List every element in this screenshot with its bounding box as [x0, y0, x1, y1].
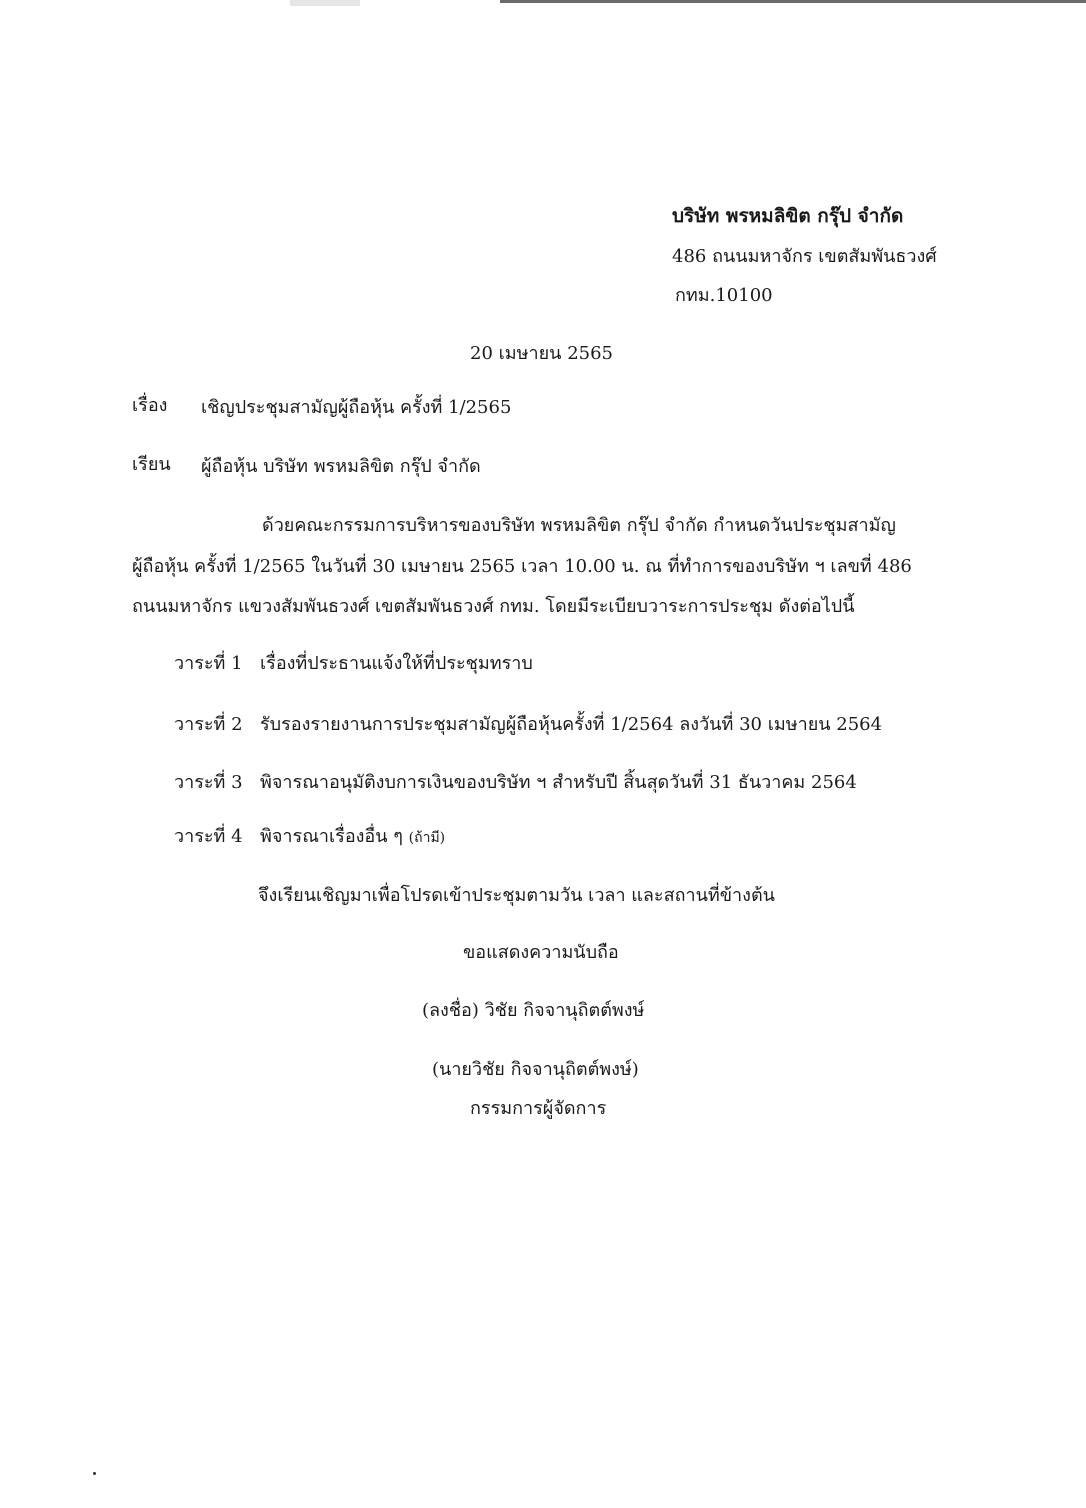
agenda-number: วาระที่ 1 [174, 653, 243, 674]
signature-line: (ลงชื่อ) วิชัย กิจจานุถิตต์พงษ์ [422, 1000, 645, 1021]
body-paragraph-line3: ถนนมหาจักร แขวงสัมพันธวงศ์ เขตสัมพันธวงศ์ กทม. โดยมีระเบียบวาระการประชุม ดังต่อไปนี้ [132, 596, 855, 617]
subject-label: เรื่อง [132, 395, 168, 416]
signer-position: กรรมการผู้จัดการ [470, 1098, 607, 1119]
agenda-text: รับรองรายงานการประชุมสามัญผู้ถือหุ้นครั้งที่ 1/2564 ลงวันที่ 30 เมษายน 2564 [260, 714, 883, 735]
recipient-text: ผู้ถือหุ้น บริษัท พรหมลิขิต กรุ๊ป จำกัด [201, 456, 481, 477]
closing-sentence: จึงเรียนเชิญมาเพื่อโปรดเข้าประชุมตามวัน เวลา และสถานที่ข้างต้น [258, 885, 775, 906]
agenda-item-2 [174, 713, 882, 737]
company-address-line1: 486 ถนนมหาจักร เขตสัมพันธวงศ์ [672, 246, 937, 267]
letter-date: 20 เมษายน 2565 [470, 343, 613, 364]
company-address-line2: กทม.10100 [675, 285, 773, 306]
company-name: บริษัท พรหมลิขิต กรุ๊ป จำกัด [672, 205, 904, 227]
scan-edge-line [500, 0, 1086, 3]
agenda-number: วาระที่ 2 [174, 714, 243, 735]
agenda-item-1 [174, 652, 533, 676]
agenda-text: พิจารณาอนุมัติงบการเงินของบริษัท ฯ สำหรับปี สิ้นสุดวันที่ 31 ธันวาคม 2564 [260, 772, 857, 793]
regards: ขอแสดงความนับถือ [463, 942, 619, 963]
agenda-text: พิจารณาเรื่องอื่น ๆ [260, 826, 403, 847]
agenda-item-3 [174, 771, 857, 795]
body-paragraph-line2: ผู้ถือหุ้น ครั้งที่ 1/2565 ในวันที่ 30 เมษายน 2565 เวลา 10.00 น. ณ ที่ทำการของบริษัท ฯ เลขที่ 486 [132, 556, 912, 577]
agenda-number: วาระที่ 3 [174, 772, 243, 793]
agenda-note: (ถ้ามี) [408, 830, 446, 846]
agenda-text: เรื่องที่ประธานแจ้งให้ที่ประชุมทราบ [260, 653, 533, 674]
signer-name: (นายวิชัย กิจจานุถิตต์พงษ์) [432, 1059, 639, 1080]
subject-text: เชิญประชุมสามัญผู้ถือหุ้น ครั้งที่ 1/2565 [201, 397, 512, 418]
agenda-number: วาระที่ 4 [174, 826, 243, 847]
scan-artifact-top [290, 0, 360, 6]
agenda-item-4 [174, 825, 445, 850]
scan-speck [93, 1472, 96, 1475]
body-paragraph-line1: ด้วยคณะกรรมการบริหารของบริษัท พรหมลิขิต กรุ๊ป จำกัด กำหนดวันประชุมสามัญ [262, 515, 896, 536]
recipient-label: เรียน [132, 454, 171, 475]
